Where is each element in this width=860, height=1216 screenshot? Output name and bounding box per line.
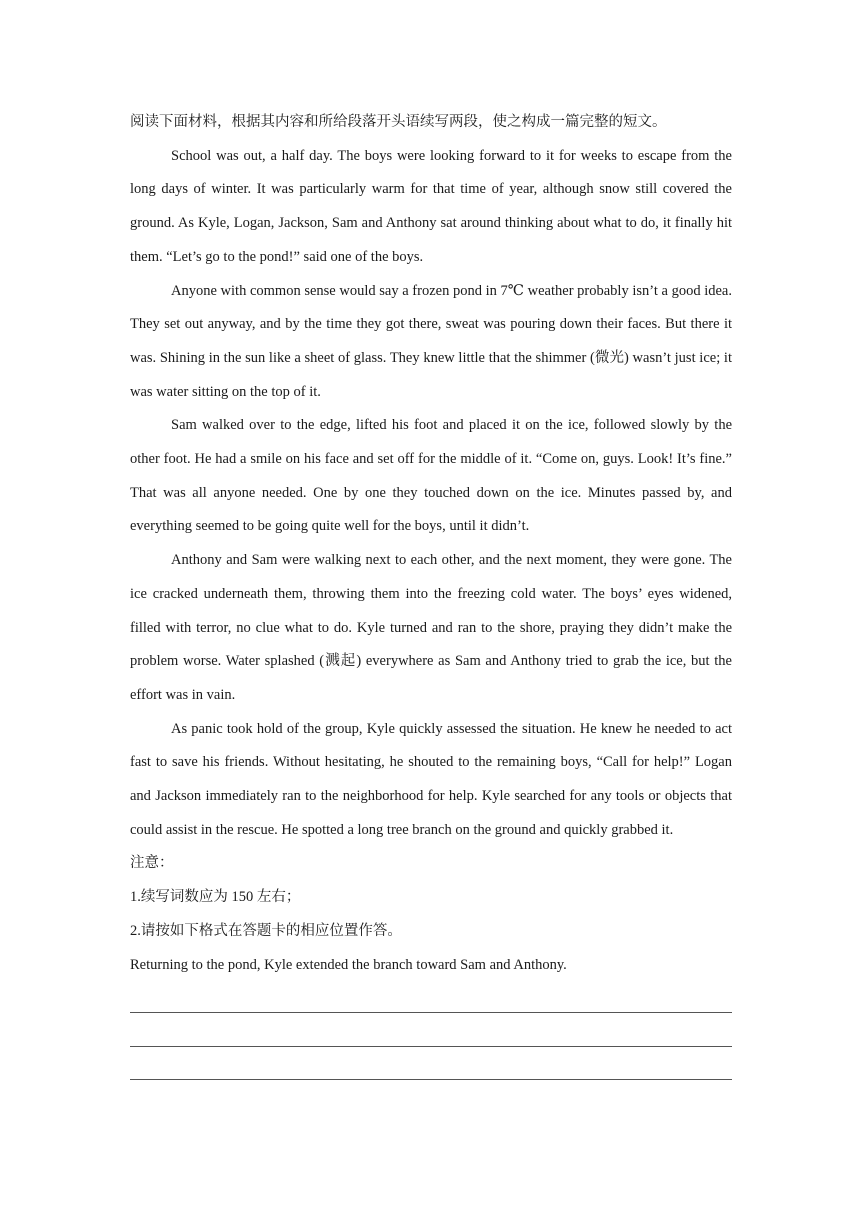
answer-blank-line[interactable] bbox=[130, 982, 732, 1016]
note-item-word-count: 1.续写词数应为 150 左右； bbox=[130, 889, 301, 906]
answer-blank-line[interactable] bbox=[130, 1050, 732, 1084]
story-paragraph-5: As panic took hold of the group, Kyle quickly assessed the situation. He knew he needed to act fast to save his friends. Without hesitating, he shouted to the remaining boys, “Call for help!” Logan and Jackson immediately ran to the neighborhood for help. Kyle searched for any tools or objects that could assist in the rescue. He spotted a long tree branch on the ground and quickly grabbed it. bbox=[130, 720, 732, 838]
document-page bbox=[130, 106, 732, 1083]
story-paragraph-3: Sam walked over to the edge, lifted his foot and placed it on the ice, followed slowly by the other foot. He had a smile on his face and set off for the middle of it. “Come on, guys. Look! It’s fine.” That was all anyone needed. One by one they touched down on the ice. Minutes passed by, and everything seemed to be going quite well for the boys, until it didn’t. bbox=[130, 417, 732, 535]
continuation-opening-line: Returning to the pond, Kyle extended the branch toward Sam and Anthony. bbox=[130, 956, 567, 973]
note-item-format: 2.请按如下格式在答题卡的相应位置作答。 bbox=[130, 922, 402, 939]
notes-heading: 注意： bbox=[130, 855, 174, 872]
story-paragraph-4: Anthony and Sam were walking next to each other, and the next moment, they were gone. The ice cracked underneath them, throwing them into the freezing cold water. The boys’ eyes widened, filled with terror, no clue what to do. Kyle turned and ran to the shore, praying they didn’t make the problem worse. Water splashed (溅起) everywhere as Sam and Anthony tried to grab the ice, but the effort was in vain. bbox=[130, 552, 732, 703]
answer-blank-line[interactable] bbox=[130, 1016, 732, 1050]
story-paragraph-1: School was out, a half day. The boys were looking forward to it for weeks to escape from the long days of winter. It was particularly warm for that time of year, although snow still covered the ground. As Kyle, Logan, Jackson, Sam and Anthony sat around thinking about what to do, it finally hit them. “Let’s go to the pond!” said one of the boys. bbox=[130, 147, 732, 265]
task-instruction: 阅读下面材料，根据其内容和所给段落开头语续写两段，使之构成一篇完整的短文。 bbox=[130, 114, 667, 130]
story-paragraph-2: Anyone with common sense would say a frozen pond in 7℃ weather probably isn’t a good idea. They set out anyway, and by the time they got there, sweat was pouring down their faces. But there it was. Shining in the sun like a sheet of glass. They knew little that the shimmer (微光) wasn’t just ice; it was water sitting on the top of it. bbox=[130, 282, 732, 400]
